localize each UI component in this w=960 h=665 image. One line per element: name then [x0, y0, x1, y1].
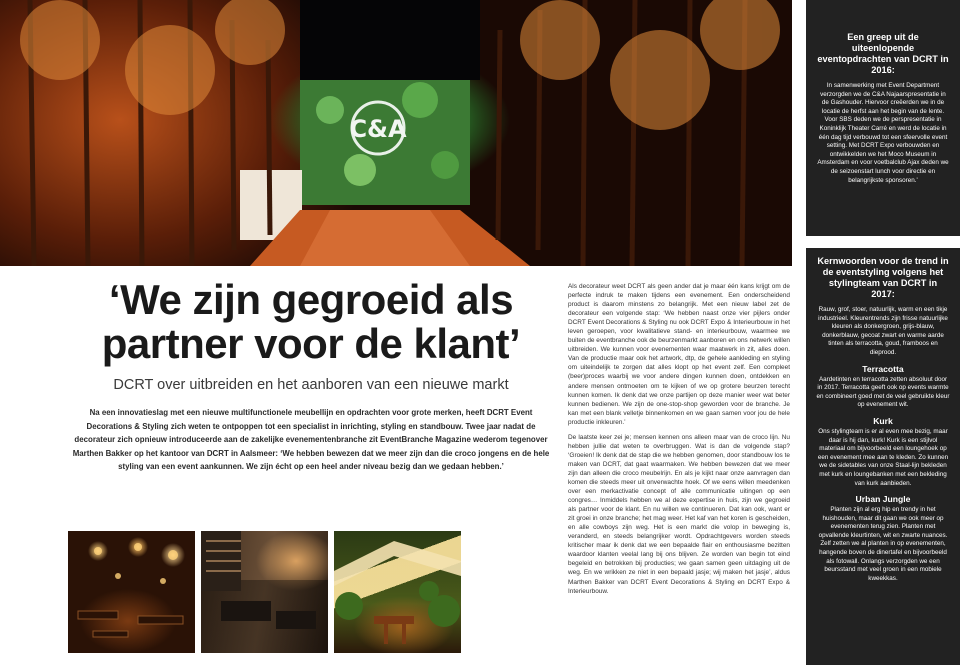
article-subhead: DCRT over uitbreiden en het aanboren van een nieuwe markt — [113, 377, 509, 393]
hero-sign-text: C&A — [349, 115, 407, 143]
garden-terrace-photo — [334, 531, 461, 653]
trend-heading-urban-jungle: Urban Jungle — [855, 494, 911, 505]
sidebar-box-2016 — [806, 0, 960, 236]
trend-heading-terracotta: Terracotta — [862, 363, 904, 374]
sidebar-bottom-title: Kernwoorden voor de trend in de eventstyling volgens het stylingteam van DCRT in 2017: — [817, 256, 949, 299]
sidebar-top-text: In samenwerking met Event Department verzorgden we de C&A Najaarspresentatie in de Gashouder. Hiervoor creëerden we in de locatie de herfst aan het begin van de lente. Voor SBS deden we de perspresentatie in Koninklijk Theater Carré en werd de locatie in één dag tijd verbouwd tot een sfeervolle event setting. Met DCRT Expo verbouwden en ontwikkelden we het Moco Museum in Amsterdam en voor voetbalclub Ajax deden we de seizoenstart lunch voor directie en belangrijkste sponsoren.' — [817, 82, 949, 184]
hero-photo — [0, 0, 792, 266]
hero-illustration — [0, 0, 792, 266]
trend-text-kurk: Ons stylingteam is er al even mee bezig, maar daar is hij dan, kurk! Kurk is een stijlvol materiaal om bijvoorbeeld een loungehoek op een evenement mee aan te kleden. Zo kunnen we de sidetables van onze Staal-lijn bekleden met kurk en loungebanken met een bekleding van kurk aanbieden. — [817, 427, 949, 487]
sidebar-top-title: Een greep uit de uiteenlopende eventopdrachten van DCRT in 2016: — [817, 32, 949, 75]
sidebar-box-trends — [806, 248, 960, 665]
lounge-interior-photo — [201, 531, 328, 653]
article-body-paragraph: De laatste keer zei je; mensen kennen ons alleen maar van de croco lijn. Nu hebben jullie dat weten te overbruggen. Wat is dan de volgende stap? ‘Groeien! Ik denk dat de stap die we hebben genomen, door standbouw los te maken van DCRT, dat gaat waarmaken. We hebben bewezen dat we meer zijn dan alleen die croco meubelrijn. En als je kijkt naar onze aanvragen dan komen die steeds meer uit onverwachte hoek. Of we eens willen meedenken over een merkactivatie concept of alle communicatie uitingen op een congres… Inmiddels hebben we al deze expertise in huis, zijn we gegroeid als partner voor de klant. En nu willen we continueren. Dat kan ook, want er zit groei in onze branche; het mag weer. Het kaf van het koren is gescheiden, en alle cowboys zijn weg. Het is een markt die volop in beweging is, veranderd, en steeds belangrijker wordt. Opdrachtgevers worden steeds kritischer maar ik denk dat we een bepaalde flair en enthousiasme bezitten waardoor klanten veelal lang bij ons blijven. Ze worden van begin tot eind begeleid en betrokken bij producties; we gaan samen geen uitdaging uit de weg. En we wrikken ze niet in een bepaald jasje; wij maken het jasje’, aldus Marthen Bakker van DCRT Event Decorations & Styling en DCRT Expo & Interieurbouw. — [568, 433, 790, 595]
restaurant-interior-photo — [68, 531, 195, 653]
article-headline: ‘We zijn gegroeid als partner voor de klant’ — [101, 276, 521, 367]
article-intro: Na een innovatieslag met een nieuwe multifunctionele meubellijn en opdrachten voor grote merken, heeft DCRT Event Decorations & Styling zich weten te ontpoppen tot een specialist in inrichting, styling en standbouw. Twee jaar nadat de decorateur zich opnieuw introduceerde aan de zakelijke evenementenbranche zit EventBranche Magazine wederom tegenover Marthen Bakker op het kantoor van DCRT in Aalsmeer: ‘We hebben bewezen dat we meer zijn dan die croco jongens en de hele styling van een event aankunnen. We zijn écht op een heel ander niveau bezig dan we gedaan hebben.’ — [72, 408, 550, 472]
trend-text-terracotta: Aardetinten en terracotta zetten absoluut door in 2017. Terracotta geeft ook op events warmte en combineert goed met de veel gebruikte kleur op evenement wit. — [816, 375, 950, 409]
trend-text-urban-jungle: Planten zijn al erg hip en trendy in het huishouden, maar dit gaan we ook meer op evenementen terug zien. Planten met opvallende kleurtinten, wit en zwarte nuances. Zelf zetten we al planten in op evenementen, hangende boven de dinertafel en bijvoorbeeld als fotowall. Onlangs verzorgden we een beursstand met veel groen in een mobiele kweekkas. — [818, 506, 948, 582]
trend-heading-kurk: Kurk — [873, 415, 893, 426]
sidebar-bottom-intro: Rauw, grof, stoer, natuurlijk, warm en een tikje industrieel. Kleurentrends zijn frisse natuurlijke kleuren als donkergroen, grijs-blauw, donkerblauw, gecoat zwart en warme aarde tinten als terracotta, goud, framboos en dieprood. — [818, 306, 948, 356]
article-body-column — [568, 282, 790, 602]
article-body-paragraph: Als decorateur weet DCRT als geen ander dat je maar één kans krijgt om de perfecte indruk te maken tijdens een evenement. Een onderscheidend product is daarom minstens zo belangrijk. Met een nieuw label zet de decorateur een volgende stap: ‘We hebben naast onze vier pijlers onder DCRT Event Decorations & Styling nu ook DCRT Expo & Interieurbouw in het leven geroepen, voor kwalitatieve stand- en interieurbouw, waarmee we buiten de eventbranche ook de beurzenmarkt aanboren en ons netwerk willen uitbreiden. We kunnen voor evenementen waar maatwerk in zit, alles doen. Van de productie maar ook het artwork, dtp, de gehele aankleding en styling om uiteindelijk te zorgen dat alles klopt op het event zelf. Een compleet (beer)proces waarbij we voor andere dingen kunnen doen, ontdekken en andere mensen ontmoeten om te kijken of we op grotere beurzen terecht kunnen komen. Ik denk dat we onze partijen op deze manier weer wat beter kunnen bedienen. We zijn de one-stop-shop geworden voor de branche. Je kan met een blank velletje binnenkomen en we gaan samen voor jou de hele productie inkleuren.’ — [568, 283, 790, 426]
